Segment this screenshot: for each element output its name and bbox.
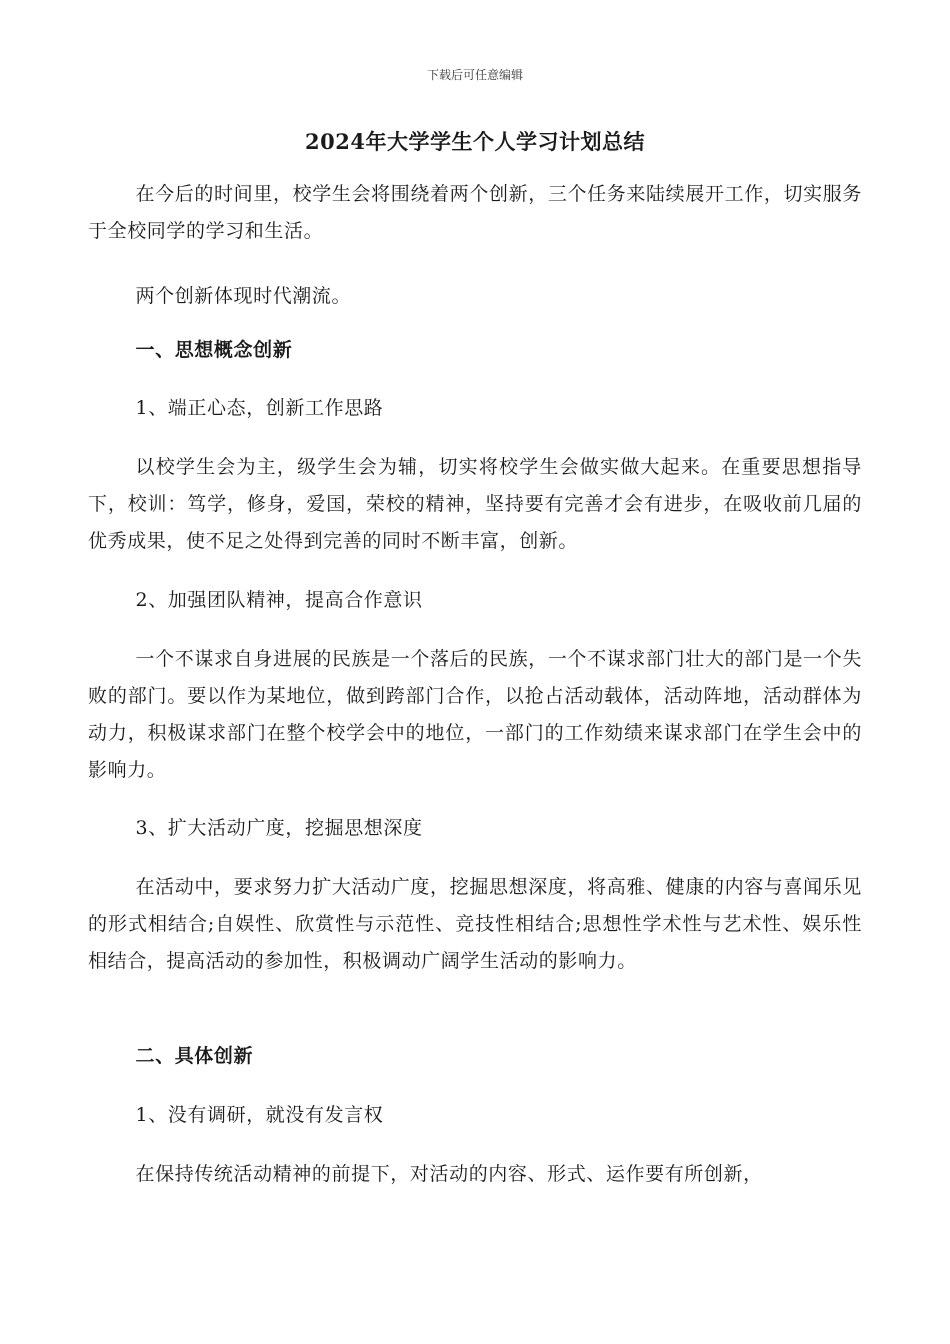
subheading-1-1: 1、端正心态，创新工作思路 xyxy=(135,397,384,419)
paragraph-two-innovations: 两个创新体现时代潮流。 xyxy=(135,285,352,307)
paragraph-intro: 在今后的时间里，校学生会将围绕着两个创新，三个任务来陆续展开工作，切实服务于全校同学的学习和生活。 xyxy=(88,183,862,242)
document-title: 2024年大学学生个人学习计划总结 xyxy=(305,129,645,154)
section-heading-1: 一、思想概念创新 xyxy=(135,339,293,361)
subheading-2-1: 1、没有调研，就没有发言权 xyxy=(135,1104,384,1126)
paragraph-2-1: 在保持传统活动精神的前提下，对活动的内容、形式、运作要有所创新， xyxy=(135,1163,763,1185)
paragraph-1-1: 以校学生会为主，级学生会为辅，切实将校学生会做实做大起来。在重要思想指导下，校训：笃学，修身，爱国，荣校的精神，坚持要有完善才会有进步，在吸收前几届的优秀成果，使不足之处得到完善的同时不断丰富，创新。 xyxy=(88,456,862,552)
subheading-1-3: 3、扩大活动广度，挖掘思想深度 xyxy=(135,817,423,839)
paragraph-1-2: 一个不谋求自身进展的民族是一个落后的民族，一个不谋求部门壮大的部门是一个失败的部门。要以作为某地位，做到跨部门合作，以抢占活动载体，活动阵地，活动群体为动力，积极谋求部门在整个校学会中的地位，一部门的工作劾绩来谋求部门在学生会中的影响力。 xyxy=(88,648,862,781)
subheading-1-2: 2、加强团队精神，提高合作意识 xyxy=(135,589,423,611)
paragraph-1-3: 在活动中，要求努力扩大活动广度，挖掘思想深度，将高雅、健康的内容与喜闻乐见的形式相结合;自娱性、欣赏性与示范性、竞技性相结合;思想性学术性与艺术性、娱乐性相结合，提高活动的参加性，积极调动广阔学生活动的影响力。 xyxy=(88,876,862,972)
page-header: 下载后可任意编辑 xyxy=(426,68,523,82)
section-heading-2: 二、具体创新 xyxy=(135,1045,254,1067)
